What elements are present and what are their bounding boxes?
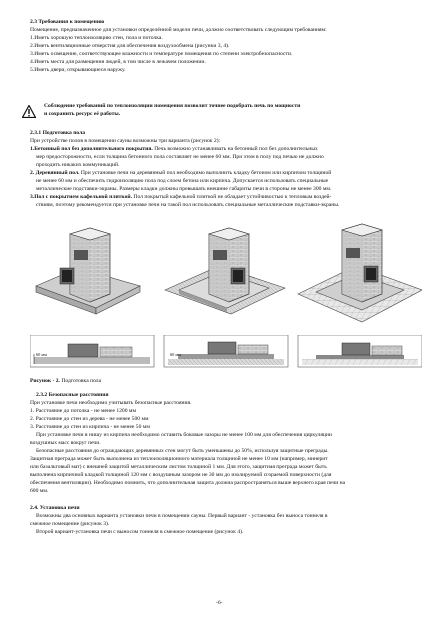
paragraph-line: 600 мм. (30, 488, 49, 494)
section-2-3-2-intro: При установке печи необходимо учитывать безопасные расстояния. (30, 400, 192, 406)
warning-line-2: и сохранить ресурс её работы. (44, 111, 121, 117)
requirement-item: 1.Иметь хорошую теплоизоляцию стен, пола и потолка. (30, 35, 163, 41)
paragraph-line: выполнена кирпичной кладкой толщиной 120 мм с воздушным зазором не 30 мм до изолируемой сгораемой поверхности (для (30, 472, 332, 478)
floor-option-1 (30, 146, 318, 153)
floor-option-3-text: Пол покрытый кафельной плиткой не обладает устойчивостью к тепловым воздей- (132, 194, 332, 200)
cross-section-wood (164, 335, 288, 367)
floor-option-1-text: Печь возможно устанавливать на бетонный пол без дополнительных (152, 146, 318, 152)
figure-caption (30, 378, 101, 385)
section-2-3-1-heading: 2.3.1 Подготовка пола (30, 130, 86, 136)
paragraph-line: Защитная преграда может быть выполнена из теплоизоляционного материала толщиной не менее 10 мм (например, минерит (30, 456, 328, 462)
requirement-item: 2.Иметь вентиляционные отверстия для обеспечения воздухообмена (рисунки 3, 4). (30, 43, 230, 49)
requirement-item: 4.Иметь места для размещения людей, в том числе в лежачем положении. (30, 59, 206, 65)
floor-option-3-title: 3.Пол с покрытием кафельной плиткой. (30, 194, 132, 200)
stove-on-wood-floor (165, 228, 285, 314)
dimension-label-60mm-wood: 60 мм (170, 352, 181, 357)
figure-caption-text: Подготовка пола (59, 378, 102, 384)
dimension-label-60mm-concrete: 60 мм (36, 352, 47, 357)
warning-triangle-icon (22, 105, 36, 118)
cross-section-concrete (30, 335, 154, 367)
floor-option-1-line: мер предосторожности, если толщина бетонного пола составляет не менее 60 мм. При этом в полу под печью не должно (36, 154, 324, 160)
paragraph-line: смежное помещение (рисунок 3). (30, 521, 110, 527)
paragraph-line: обеспечения вентиляции). Необходимо помнить, что дополнительная защита должна распространяться выше верхнего края печи на (30, 480, 346, 486)
page-number: -6- (216, 600, 223, 606)
floor-cross-sections (30, 335, 422, 369)
section-2-3-heading: 2.3 Требования к помещению (30, 19, 105, 25)
warning-box (22, 103, 420, 123)
paragraph-line: или базальтовый мат) с внешней защитой металлическим листом толщиной 1 мм. Для этого, защитная преграда может быть (30, 464, 327, 470)
stove-on-concrete-floor (36, 228, 140, 314)
warning-line-1: Соблюдение требований по теплоизоляции помещения позволит точнее подобрать печь по мощности (44, 103, 301, 109)
paragraph-line: Второй вариант-установка печи с выносом тоннеля в смежное помещение (рисунок 4). (36, 529, 244, 535)
floor-option-3-line: ствиям, поэтому рекомендуется при установке печи на такой пол использовать специальные металлические подставки-экраны. (36, 202, 340, 208)
section-2-4-heading: 2.4. Установка печи (30, 505, 80, 511)
distance-item: 2. Расстояние до стен из дерева - не менее 500 мм (30, 416, 149, 422)
cross-section-tile (298, 335, 422, 367)
distance-item: 3. Расстояние до стен из кирпича - не менее 50 мм (30, 424, 150, 430)
section-2-3-intro: Помещение, предназначенное для установки определённой модели печи, должно соответствовать следующим требованиям: (30, 27, 327, 33)
floor-option-2 (30, 170, 331, 177)
figure-caption-number: Рисунок - 2. (30, 378, 60, 384)
floor-option-2-text: При установке печи на деревянный пол необходимо выполнить кладку бетоном или кирпичом толщиной (79, 170, 332, 176)
floor-option-1-title: 1.Бетонный пол без дополнительного покрытия. (30, 146, 153, 152)
requirement-item: 5.Иметь двери, открывающиеся наружу. (30, 67, 126, 73)
floor-option-1-line: проходить никаких коммуникаций. (36, 162, 120, 168)
requirement-item: 3.Иметь освещение, соответствующее влажности и температуре помещения по степени электробезопасности. (30, 51, 293, 57)
section-2-3-2-heading: 2.3.2 Безопасные расстояния (36, 392, 109, 398)
paragraph-line: Возможны два основных варианта установки печи в помещении сауны. Первый вариант - установка без выноса тоннеля в (36, 513, 328, 519)
paragraph-line: воздушных масс вокруг печи. (30, 440, 101, 446)
stove-on-tile-floor (298, 224, 422, 322)
paragraph-line: Безопасные расстояния до ограждающих деревянных стен могут быть уменьшены до 50%, используя защитные преграды. (36, 448, 329, 454)
stove-illustrations (30, 210, 422, 330)
floor-option-2-title: 2. Деревянный пол. (30, 170, 80, 176)
floor-option-2-line: металлические подставки-экраны. Размеры кладки должны превышать внешние габариты печи в стороны не менее 300 мм. (36, 186, 332, 192)
floor-option-3 (30, 194, 331, 201)
distance-item: 1. Расстояние до потолка - не менее 1200 мм (30, 408, 136, 414)
section-2-3-1-intro: При устройстве полов в помещении сауны возможны три варианта (рисунок 2): (30, 138, 221, 144)
floor-option-2-line: не менее 60 мм и обеспечить гидроизоляцию пола под слоем бетона или кирпича. Допускается использовать специальные (36, 178, 329, 184)
paragraph-line: При установке печи в нишу из кирпича необходимо оставить боковые зазоры не менее 100 мм для обеспечения циркуляции (36, 432, 332, 438)
